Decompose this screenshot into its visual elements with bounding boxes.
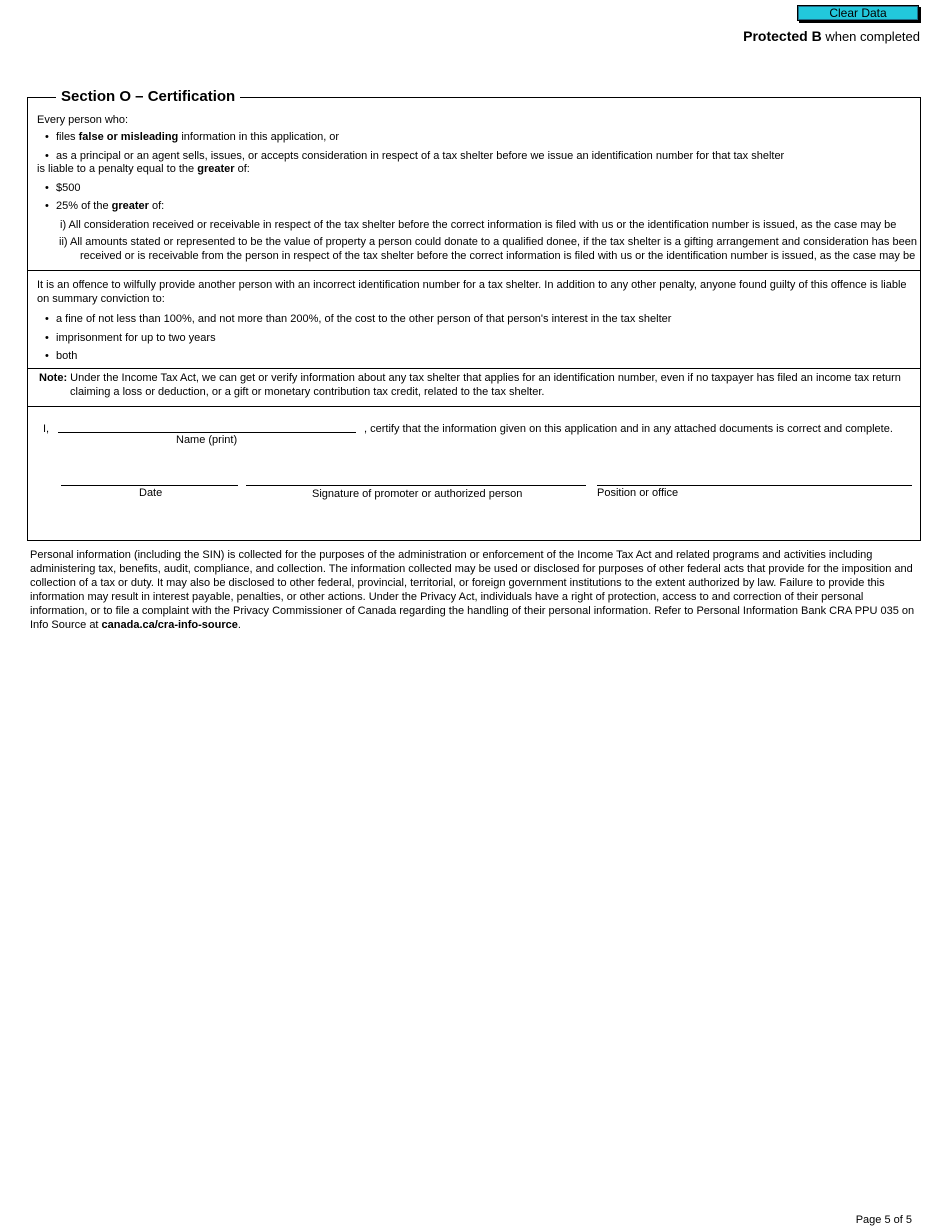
date-field[interactable] [61,485,238,486]
divider-3 [28,406,920,407]
privacy-end: . [237,619,241,631]
cert-i: I, [43,423,50,435]
pen2-bold: greater [111,200,149,212]
fine-bullet: • a fine of not less than 100%, and not more than 200%, of the cost to the other person of that person's interest in the tax shelter [56,313,671,325]
certification-section [27,88,921,541]
pen2-post: of: [148,200,165,212]
note-line2: claiming a loss or deduction, or a gift or monetary contribution tax credit, related to the tax shelter. [70,386,545,398]
liable-bold: greater [197,163,235,175]
bullet1-post: information in this application, or [178,131,340,143]
name-print-field[interactable] [58,432,356,433]
bullet-false-info [56,131,339,143]
privacy-statement [30,548,920,632]
clear-data-button[interactable]: Clear Data [797,5,919,21]
pen2-pre: 25% of the [56,200,112,212]
bullet1-bold: false or misleading [78,131,179,143]
protected-b-bold: Protected B [743,28,822,44]
liable-pre: is liable to a penalty equal to the [37,163,198,175]
offence-text-line1: It is an offence to wilfully provide another person with an incorrect identification number for a tax shelter. In addition to any other penalty, anyone found guilty of this offence is liable [37,279,907,291]
note-line1 [39,372,901,384]
bullet-principal-agent: • as a principal or an agent sells, issues, or accepts consideration in respect of a tax shelter before we issue an identification number for that tax shelter [56,150,784,162]
sub-item-ii-line2: received or is receivable from the person in respect of the tax shelter before the correct information is filed with us or the identification number is issued, as the case may be [80,250,916,262]
info-source-link[interactable]: canada.ca/cra-info-source [101,619,238,631]
note-label: Note: [39,372,68,384]
both-bullet: • both [56,350,77,362]
penalty-500: • $500 [56,182,80,194]
liable-text [37,163,250,175]
penalty-25-percent [56,200,164,212]
offence-text-line2: on summary conviction to: [37,293,165,305]
signature-label: Signature of promoter or authorized person [312,488,523,500]
sub-item-i: i) All consideration received or receivable in respect of the tax shelter before the correct information is filed with us or the identification number is issued, as the case may be [60,219,897,231]
note-text1: Under the Income Tax Act, we can get or verify information about any tax shelter that applies for an identification number, even if no taxpayer has filed an income tax return [67,372,901,384]
sub-item-ii-line1: ii) All amounts stated or represented to be the value of property a person could donate to a qualified donee, if the tax shelter is a gifting arrangement and consideration has been [59,236,917,248]
signature-field[interactable] [246,485,586,486]
page-number: Page 5 of 5 [855,1214,912,1226]
divider-2 [28,368,920,369]
cert-statement: , certify that the information given on this application and in any attached documents is correct and complete. [364,423,893,435]
position-field[interactable] [597,485,912,486]
name-print-label: Name (print) [176,434,238,446]
every-person-text: Every person who: [37,114,129,126]
position-label: Position or office [597,487,679,499]
date-label: Date [139,487,163,499]
divider-1 [28,270,920,271]
bullet1-pre: files [56,131,79,143]
liable-post: of: [234,163,250,175]
protected-b-rest: when completed [821,29,920,44]
protected-b-label [743,28,920,44]
imprisonment-bullet: • imprisonment for up to two years [56,332,216,344]
section-title: Section O – Certification [56,88,240,105]
privacy-body: Personal information (including the SIN) is collected for the purposes of the administration or enforcement of the Income Tax Act and related programs and activities including administering tax, benefits, audit, compliance, and collection. The information collected may be used or disclosed for purposes of other federal acts that provide for the imposition and collection of a tax or duty. It may also be disclosed to other federal, provincial, territorial, or foreign government institutions to the extent authorized by law. Failure to provide this information may result in interest payable, penalties, or other actions. Under the Privacy Act, individuals have a right of protection, access to and correction of their personal information, or to file a complaint with the Privacy Commissioner of Canada regarding the handling of their personal information. Refer to Personal Information Bank CRA PPU 035 on Info Source at [30,549,915,631]
